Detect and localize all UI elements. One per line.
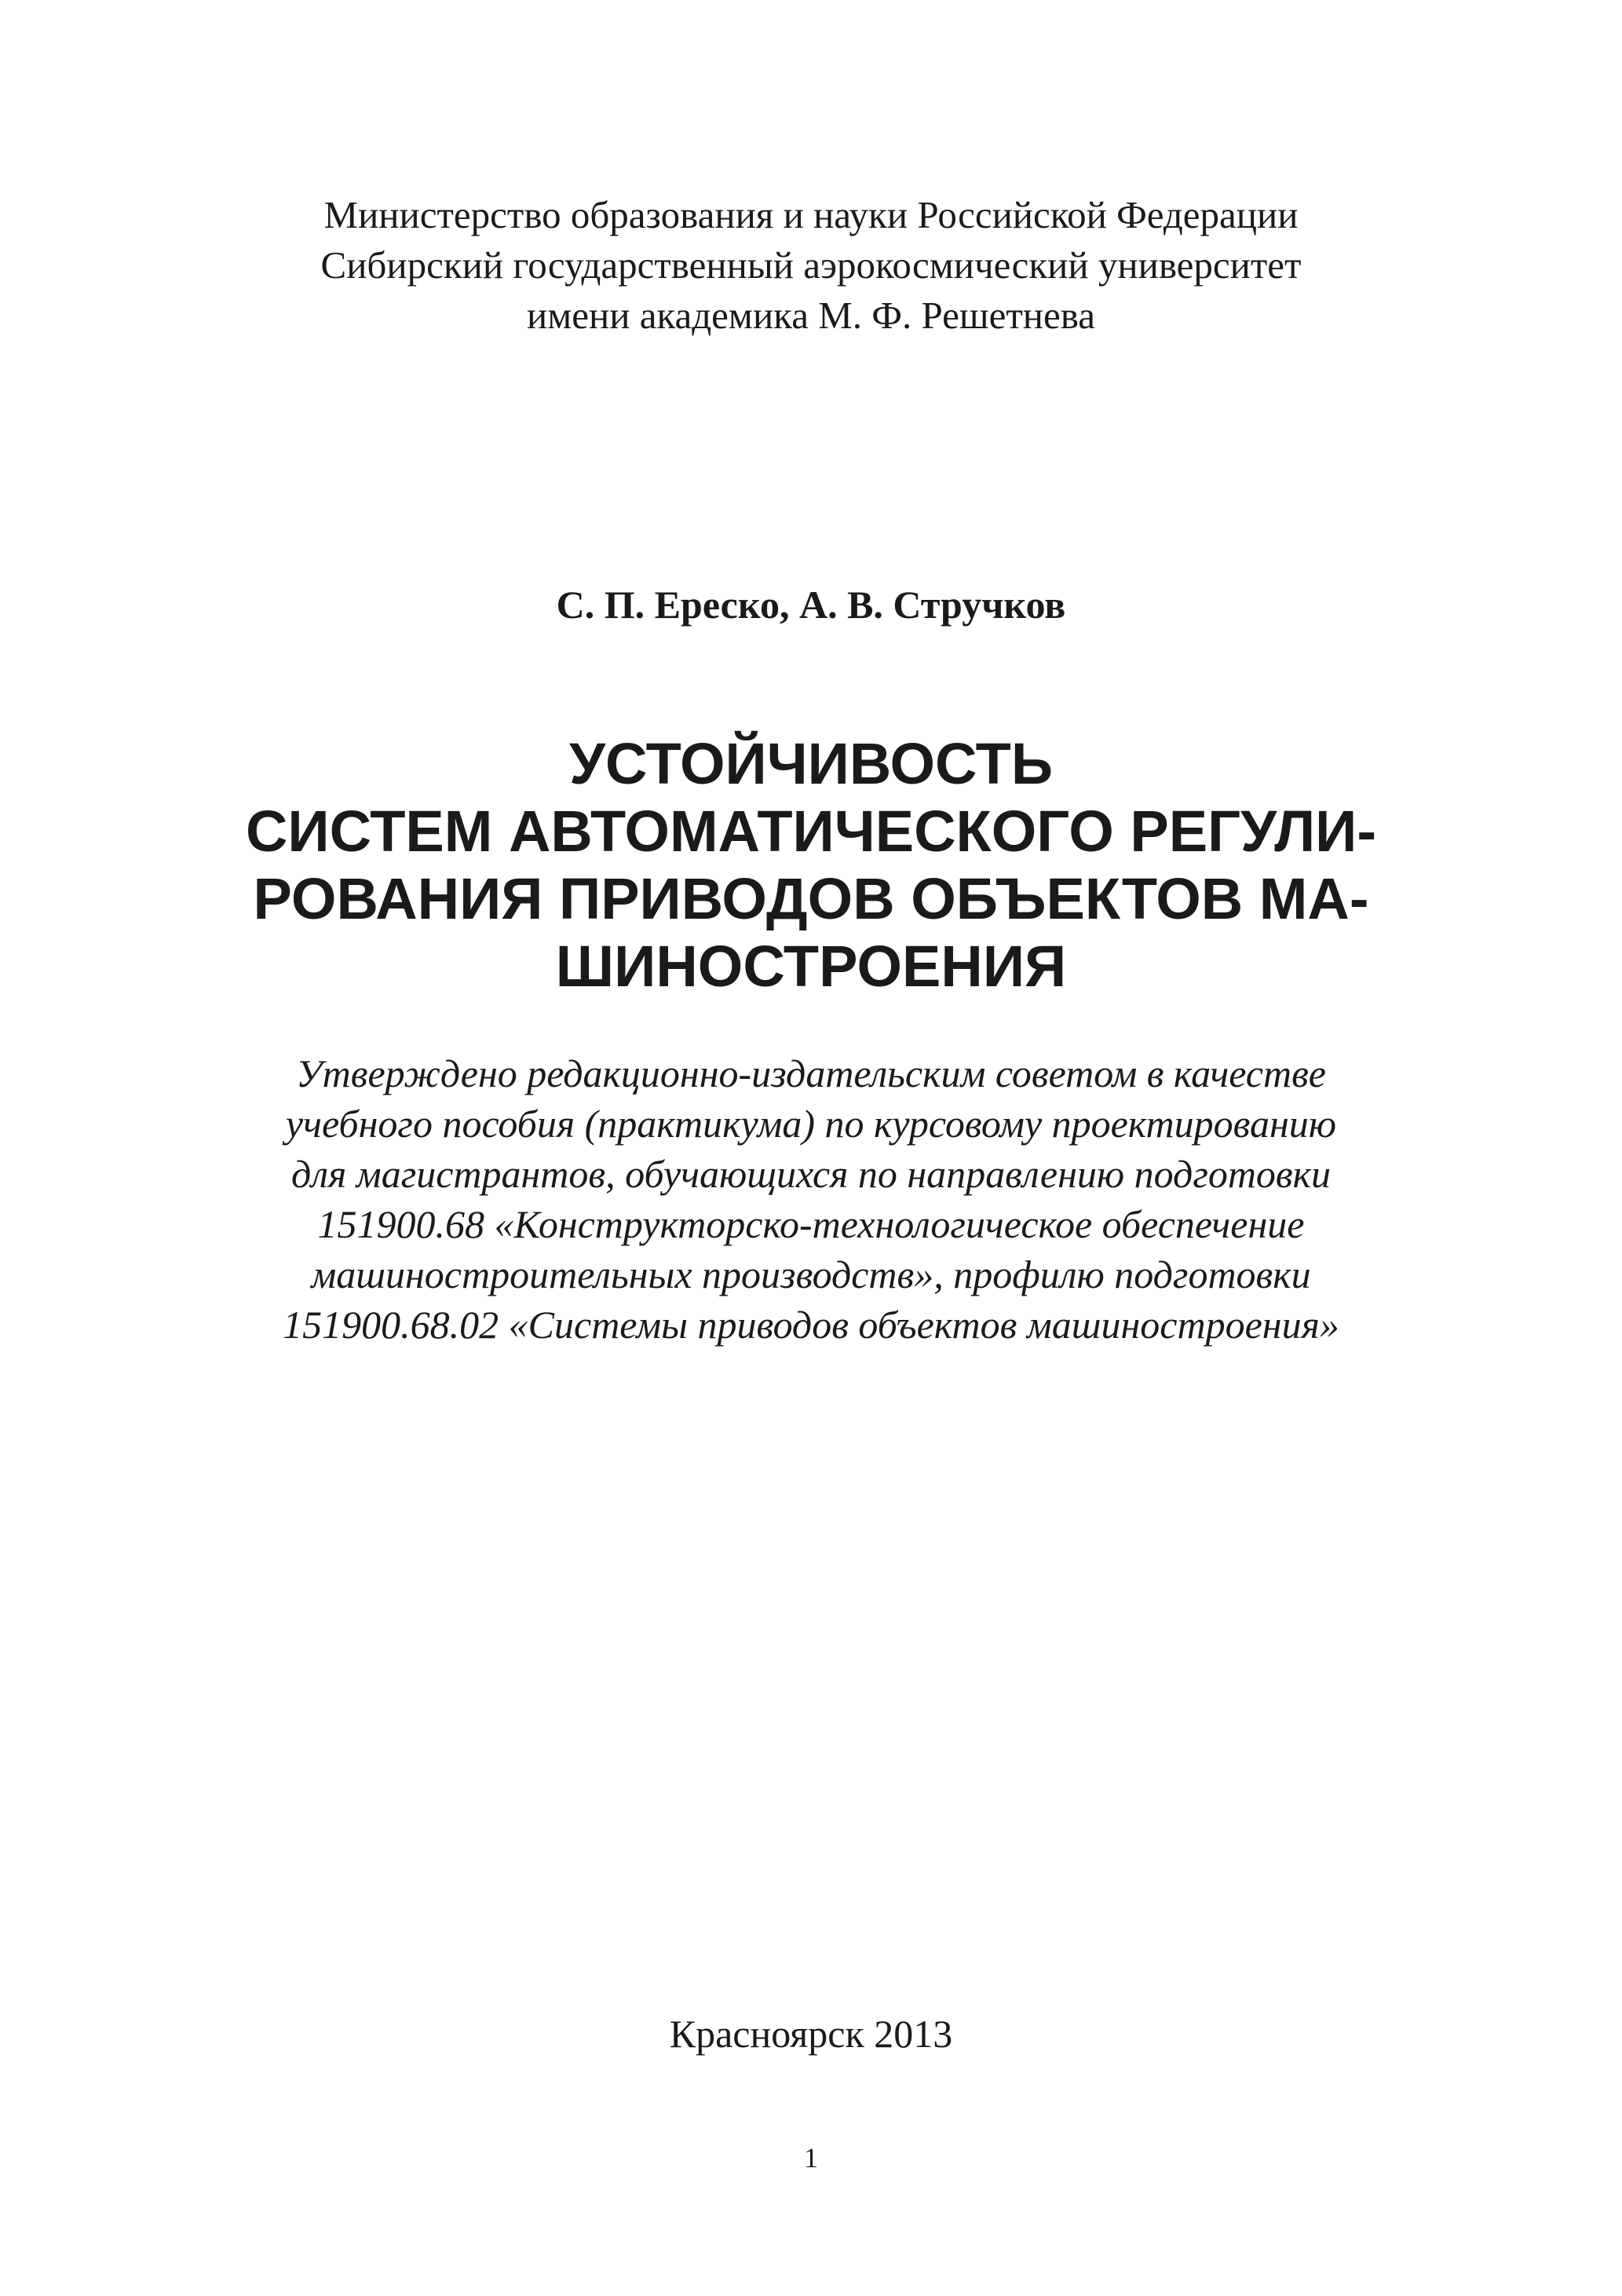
title-line-3: РОВАНИЯ ПРИВОДОВ ОБЪЕКТОВ МА- — [253, 866, 1369, 931]
institution-line-named-after: имени академика М. Ф. Решетнева — [527, 294, 1095, 337]
approval-line-5: машиностроительных производств», профилю подготовки — [311, 1252, 1311, 1296]
title-line-2: СИСТЕМ АВТОМАТИЧЕСКОГО РЕГУЛИ- — [245, 799, 1376, 864]
institution-header — [0, 190, 1622, 341]
institution-line-university: Сибирский государственный аэрокосмический университет — [320, 243, 1302, 287]
city-year: Красноярск 2013 — [669, 2012, 953, 2056]
approval-line-3: для магистрантов, обучающихся по направлению подготовки — [290, 1152, 1332, 1196]
approval-line-2: учебного пособия (практикума) по курсовому проектированию — [285, 1102, 1337, 1146]
page-number: 1 — [804, 2142, 818, 2174]
approval-line-1: Утверждено редакционно-издательским советом в качестве — [295, 1051, 1326, 1095]
document-title — [0, 730, 1622, 1000]
approval-line-4: 151900.68 «Конструкторско-технологическое обеспечение — [317, 1202, 1305, 1246]
title-line-1: УСТОЙЧИВОСТЬ — [568, 731, 1054, 796]
authors: С. П. Ереско, А. В. Стручков — [556, 583, 1066, 627]
approval-statement — [0, 1048, 1622, 1350]
title-line-4: ШИНОСТРОЕНИЯ — [555, 934, 1067, 999]
institution-line-ministry: Министерство образования и науки Российской Федерации — [323, 193, 1299, 236]
approval-line-6: 151900.68.02 «Системы приводов объектов машиностроения» — [283, 1303, 1339, 1347]
